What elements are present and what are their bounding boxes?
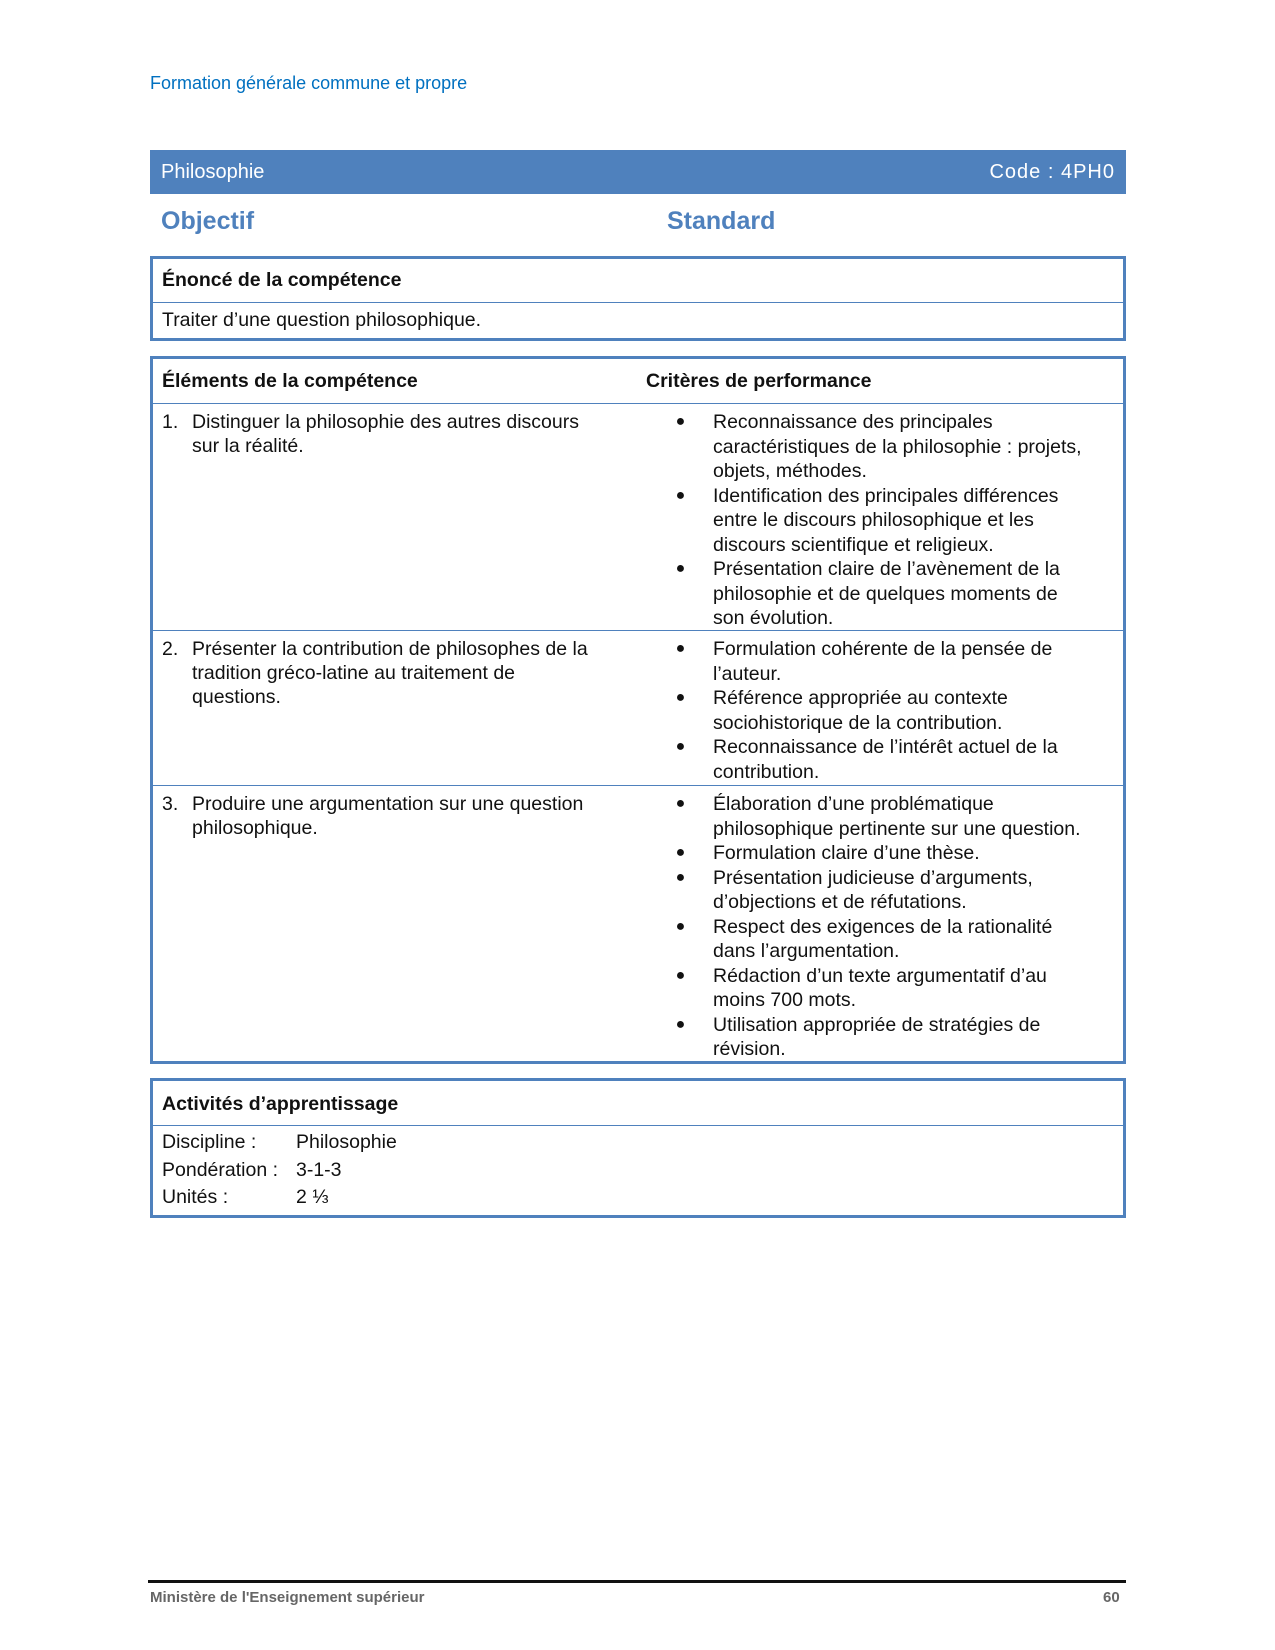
critere-item — [638, 484, 1123, 558]
critere-text: Présentation claire de l’avènement de la philosophie et de quelques moments de son évolution. — [713, 558, 1060, 629]
bullet-icon: ● — [675, 1015, 686, 1033]
critere-text: Respect des exigences de la rationalité dans l’argumentation. — [713, 915, 1053, 962]
competence-table — [150, 356, 1126, 1064]
element-text: Présenter la contribution de philosophes de la tradition gréco-latine au traitement de questions. — [192, 638, 588, 708]
course-code: Code : 4PH0 — [989, 161, 1115, 183]
activite-field — [162, 1184, 1114, 1212]
critere-text: Formulation cohérente de la pensée de l’auteur. — [713, 638, 1053, 685]
activites-heading: Activités d’apprentissage — [162, 1093, 399, 1115]
critere-text: Reconnaissance de l’intérêt actuel de la contribution. — [713, 736, 1058, 783]
critere-text: Présentation judicieuse d’arguments, d’objections et de réfutations. — [713, 866, 1033, 913]
competence-row — [153, 630, 1123, 785]
criteres-list — [638, 637, 1123, 784]
activites-box — [150, 1078, 1126, 1218]
competence-row — [153, 785, 1123, 1066]
critere-item — [638, 686, 1123, 735]
activite-field — [162, 1129, 1114, 1157]
objectif-label: Objectif — [161, 207, 255, 235]
critere-item — [638, 866, 1123, 915]
element-number: 1. — [162, 411, 179, 433]
bullet-icon: ● — [675, 486, 686, 504]
field-value: 3-1-3 — [296, 1158, 342, 1181]
section-header-note: Formation générale commune et propre — [150, 73, 468, 93]
element-text: Distinguer la philosophie des autres discours sur la réalité. — [192, 411, 579, 457]
critere-item — [638, 1013, 1123, 1062]
bullet-icon: ● — [675, 640, 686, 657]
enonce-text: Traiter d’une question philosophique. — [153, 302, 1123, 337]
bullet-icon: ● — [675, 689, 686, 706]
critere-text: Élaboration d’une problématique philosophique pertinente sur une question. — [713, 793, 1081, 840]
critere-item — [638, 735, 1123, 784]
element-number: 3. — [162, 793, 179, 815]
critere-text: Identification des principales différences entre le discours philosophique et les discours scientifique et religieux. — [713, 484, 1059, 556]
bullet-icon: ● — [675, 868, 686, 886]
bullet-icon: ● — [675, 738, 686, 755]
critere-item — [638, 410, 1123, 484]
critere-text: Rédaction d’un texte argumentatif d’au moins 700 mots. — [713, 964, 1047, 1011]
critere-text: Référence appropriée au contexte sociohistorique de la contribution. — [713, 687, 1008, 734]
critere-item — [638, 557, 1123, 631]
enonce-heading: Énoncé de la compétence — [162, 269, 402, 291]
col-header-criteres: Critères de performance — [646, 369, 872, 392]
footer-divider — [148, 1580, 1126, 1583]
bullet-icon: ● — [675, 917, 686, 935]
bullet-icon: ● — [675, 413, 686, 430]
field-label: Unités : — [162, 1186, 229, 1208]
element-number: 2. — [162, 638, 179, 660]
bullet-icon: ● — [675, 966, 686, 984]
critere-item — [638, 792, 1123, 841]
activite-field — [162, 1157, 1114, 1185]
bullet-icon: ● — [675, 795, 686, 812]
course-title-bar — [150, 150, 1126, 194]
critere-text: Reconnaissance des principales caractéristiques de la philosophie : projets, objets, méthodes. — [713, 411, 1082, 482]
bullet-icon: ● — [675, 560, 686, 577]
critere-item — [638, 841, 1123, 866]
col-header-elements: Éléments de la compétence — [162, 369, 418, 392]
critere-item — [638, 964, 1123, 1013]
field-value: 2 ⅓ — [296, 1186, 329, 1208]
bullet-icon: ● — [675, 844, 686, 861]
footer-ministry: Ministère de l'Enseignement supérieur — [150, 1589, 425, 1606]
element-text: Produire une argumentation sur une question philosophique. — [192, 793, 584, 839]
enonce-box — [150, 256, 1126, 341]
course-title: Philosophie — [161, 161, 265, 183]
critere-item — [638, 637, 1123, 686]
critere-text: Utilisation appropriée de stratégies de révision. — [713, 1013, 1041, 1060]
criteres-list — [638, 410, 1123, 631]
critere-item — [638, 915, 1123, 964]
competence-row — [153, 403, 1123, 630]
field-label: Discipline : — [162, 1131, 257, 1153]
field-label: Pondération : — [162, 1158, 279, 1181]
criteres-list — [638, 792, 1123, 1062]
field-value: Philosophie — [296, 1131, 397, 1153]
page-number: 60 — [1103, 1589, 1120, 1606]
standard-label: Standard — [667, 207, 776, 235]
critere-text: Formulation claire d’une thèse. — [713, 842, 980, 864]
